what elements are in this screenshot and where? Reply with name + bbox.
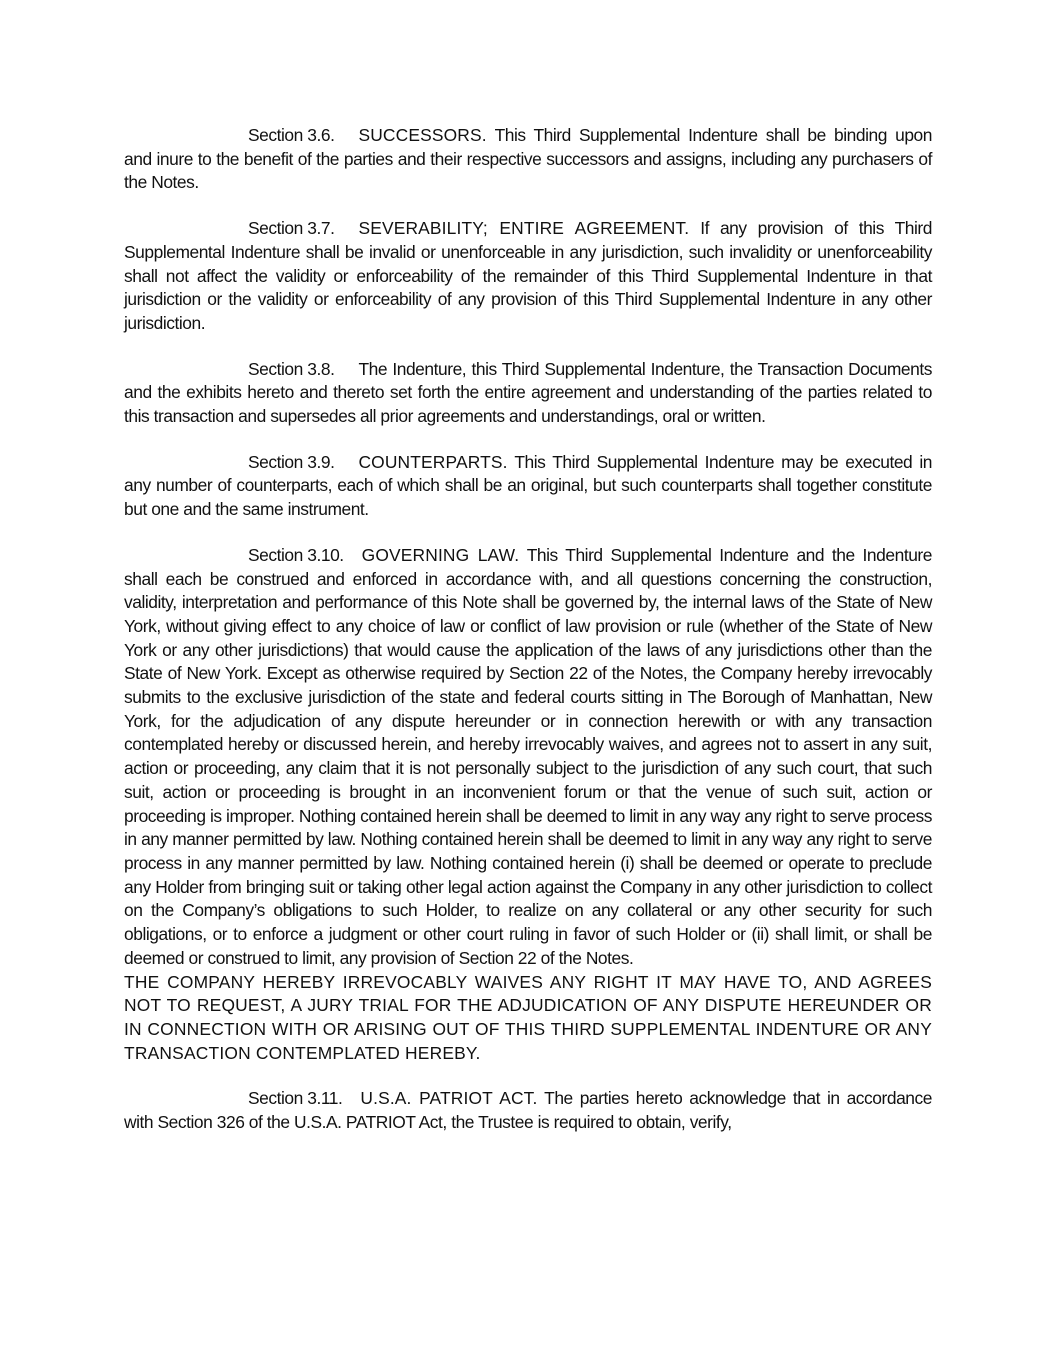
section-number: Section 3.10. (248, 544, 344, 565)
section-3-8 (124, 358, 932, 429)
section-body: This Third Supplemental Indenture and the Indenture shall each be construed and enforced in accordance with, and all questions concerning the construction, validity, interpretation and performance of this Note shall be governed by, the internal laws of the State of New York, without giving effect to any choice of law or conflict of law provision or rule (whether of the State of New York or any other jurisdictions) that would cause the application of the laws of any jurisdictions other than the State of New York. Except as otherwise required by Section 22 of the Notes, the Company hereby irrevocably submits to the exclusive jurisdiction of the state and federal courts sitting in The Borough of Manhattan, New York, for the adjudication of any dispute hereunder or in connection herewith or with any transaction contemplated hereby or discussed herein, and hereby irrevocably waives, and agrees not to assert in any suit, action or proceeding, any claim that it is not personally subject to the jurisdiction of any such court, that such suit, action or proceeding is brought in an inconvenient forum or that the venue of such suit, action or proceeding is improper. Nothing contained herein shall be deemed to limit in any way any right to serve process in any manner permitted by law. Nothing contained herein shall be deemed to limit in any way any right to serve process in any manner permitted by law. Nothing contained herein (i) shall be deemed or operate to preclude any Holder from bringing suit or taking other legal action against the Company in any other jurisdiction to collect on the Company’s obligations to such Holder, to realize on any collateral or any other security for such obligations, or to enforce a judgment or other court ruling in favor of such Holder or (ii) shall limit, or shall be deemed or construed to limit, any provision of Section 22 of the Notes. (124, 544, 932, 968)
section-3-9 (124, 451, 932, 522)
section-body: This Third Supplemental Indenture shall be binding upon and inure to the benefit of the parties and their respective successors and assigns, including any purchasers of the Notes. (124, 125, 932, 193)
document-page (124, 124, 932, 1157)
section-heading: GOVERNING LAW. (361, 544, 520, 565)
section-number: Section 3.11. (248, 1088, 343, 1109)
section-3-11 (124, 1087, 932, 1134)
section-3-10 (124, 544, 932, 1065)
section-heading: COUNTERPARTS. (358, 451, 508, 472)
section-3-6 (124, 124, 932, 195)
section-heading: SUCCESSORS. (358, 125, 487, 145)
section-body: If any provision of this Third Supplemental Indenture shall be invalid or unenforceable in any jurisdiction, such invalidity or unenforceability shall not affect the validity or enforceability of the remainder of this Third Supplemental Indenture in that jurisdiction or the validity or enforceability of any provision of this Third Supplemental Indenture in any other jurisdiction. (124, 218, 932, 333)
section-heading: U.S.A. PATRIOT ACT. (360, 1088, 538, 1109)
section-number: Section 3.8. (248, 358, 335, 379)
section-number: Section 3.6. (248, 125, 335, 145)
section-number: Section 3.7. (248, 218, 335, 239)
section-body: This Third Supplemental Indenture may be executed in any number of counterparts, each of which shall be an original, but such counterparts shall together constitute but one and the same instrument. (124, 451, 932, 520)
section-3-7 (124, 217, 932, 336)
jury-waiver-text: THE COMPANY HEREBY IRREVOCABLY WAIVES ANY RIGHT IT MAY HAVE TO, AND AGREES NOT TO REQUEST, A JURY TRIAL FOR THE ADJUDICATION OF ANY DISPUTE HEREUNDER OR IN CONNECTION WITH OR ARISING OUT OF THIS THIRD SUPPLEMENTAL INDENTURE OR ANY TRANSACTION CONTEMPLATED HEREBY. (124, 971, 932, 1063)
section-heading: SEVERABILITY; ENTIRE AGREEMENT. (358, 218, 690, 239)
section-body: The parties hereto acknowledge that in accordance with Section 326 of the U.S.A. PATRIOT Act, the Trustee is required to obtain, verify, (124, 1088, 932, 1133)
section-number: Section 3.9. (248, 451, 335, 472)
section-body: The Indenture, this Third Supplemental Indenture, the Transaction Documents and the exhibits hereto and thereto set forth the entire agreement and understanding of the parties related to this transaction and supersedes all prior agreements and understandings, oral or written. (124, 358, 932, 427)
